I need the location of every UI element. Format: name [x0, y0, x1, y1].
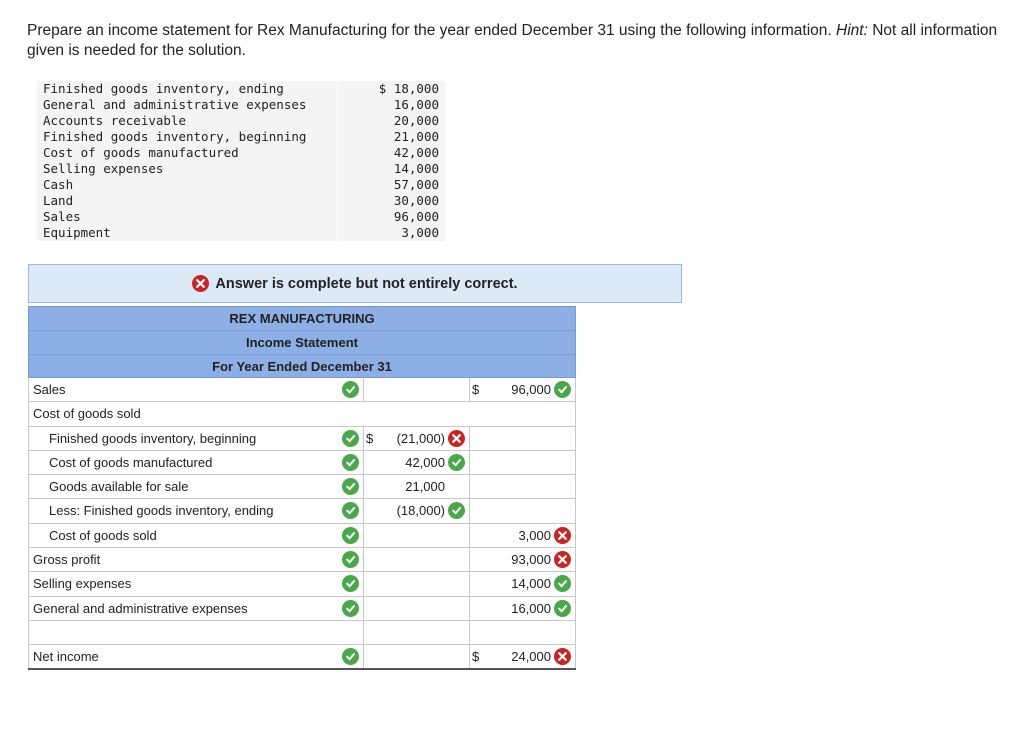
given-row [37, 177, 445, 193]
correct-check-icon [342, 648, 359, 665]
given-label: Finished goods inventory, beginning [37, 129, 337, 145]
amount-value: 96,000 [511, 382, 551, 397]
amount-input-col2[interactable] [364, 621, 470, 644]
amount-input-col2[interactable] [364, 451, 470, 474]
correct-check-icon [342, 551, 359, 568]
amount-input-col3[interactable] [470, 645, 576, 667]
amount-input-col2[interactable] [364, 572, 470, 595]
amount-computed-col2 [364, 475, 470, 498]
row-label: Selling expenses [33, 576, 132, 592]
dollar-sign: $ [472, 649, 480, 665]
amount-input-col3[interactable] [470, 524, 576, 547]
amount-input-col3[interactable] [470, 548, 576, 571]
amount-input-col3[interactable] [470, 621, 576, 644]
row-net-income [28, 645, 576, 669]
hint-label: Hint: [836, 22, 868, 39]
amount-input-col3[interactable] [470, 475, 576, 498]
dollar-sign: $ [472, 382, 480, 397]
given-row [37, 81, 445, 97]
given-amount: $ 18,000 [337, 81, 445, 97]
account-select[interactable] [28, 645, 364, 667]
amount-value: 14,000 [511, 576, 551, 592]
amount-input-col3[interactable] [470, 572, 576, 595]
account-select[interactable] [28, 572, 364, 595]
given-amount: 42,000 [337, 145, 445, 161]
row-cgm [28, 451, 576, 475]
empty-cell [471, 402, 576, 425]
given-amount: 3,000 [337, 225, 445, 241]
given-label: Cost of goods manufactured [37, 145, 337, 161]
given-row [37, 145, 445, 161]
dollar-sign: $ [366, 430, 374, 446]
amount-input-col2[interactable] [364, 427, 470, 450]
row-sales [28, 378, 576, 402]
given-amount: 96,000 [337, 209, 445, 225]
row-label: Sales [33, 382, 66, 397]
question-prompt [27, 21, 1017, 61]
amount-input-col3[interactable] [470, 451, 576, 474]
row-label: Less: Finished goods inventory, ending [49, 503, 274, 519]
row-label: Goods available for sale [49, 479, 189, 495]
account-select[interactable] [28, 524, 364, 547]
correct-check-icon [448, 502, 465, 519]
amount-value: (18,000) [396, 503, 445, 519]
empty-cell [365, 402, 471, 425]
given-information-table [37, 81, 445, 241]
incorrect-x-icon [554, 648, 571, 665]
amount-input-col3[interactable] [470, 427, 576, 450]
amount-input-col2[interactable] [364, 597, 470, 620]
correct-check-icon [554, 600, 571, 617]
account-select[interactable] [28, 378, 364, 401]
account-select[interactable] [28, 475, 364, 498]
given-label: Finished goods inventory, ending [37, 81, 337, 97]
given-amount: 16,000 [337, 97, 445, 113]
income-statement [28, 306, 576, 670]
row-selling-expenses [28, 572, 576, 596]
given-amount: 20,000 [337, 113, 445, 129]
amount-input-col3[interactable] [470, 597, 576, 620]
account-select[interactable] [28, 451, 364, 474]
given-row [37, 225, 445, 241]
row-cogs-heading [28, 402, 576, 426]
row-ga-expenses [28, 597, 576, 621]
answer-status-banner [28, 264, 682, 303]
given-label: Selling expenses [37, 161, 337, 177]
account-select[interactable] [28, 427, 364, 450]
amount-input-col2[interactable] [364, 499, 470, 522]
correct-check-icon [342, 527, 359, 544]
row-label: Cost of goods sold [33, 406, 141, 422]
amount-input-col2[interactable] [364, 378, 470, 401]
given-label: Land [37, 193, 337, 209]
row-cogs [28, 524, 576, 548]
statement-period: For Year Ended December 31 [28, 354, 576, 378]
row-fg-begin [28, 427, 576, 451]
given-label: Cash [37, 177, 337, 193]
correct-check-icon [342, 381, 359, 398]
account-select[interactable] [28, 548, 364, 571]
company-name: REX MANUFACTURING [28, 306, 576, 330]
correct-check-icon [554, 575, 571, 592]
amount-value: 93,000 [511, 552, 551, 568]
row-label: Net income [33, 649, 99, 665]
row-label: Finished goods inventory, beginning [49, 430, 257, 446]
amount-value: 42,000 [405, 454, 445, 470]
correct-check-icon [342, 454, 359, 471]
correct-check-icon [342, 430, 359, 447]
correct-check-icon [342, 478, 359, 495]
row-gross-profit [28, 548, 576, 572]
incorrect-x-icon [554, 551, 571, 568]
incorrect-x-icon [192, 275, 209, 292]
given-label: Sales [37, 209, 337, 225]
hint-text: Not all information given is needed for the solution. [27, 22, 998, 59]
row-label: General and administrative expenses [33, 600, 248, 616]
given-amount: 57,000 [337, 177, 445, 193]
given-amount: 14,000 [337, 161, 445, 177]
prompt-text: Prepare an income statement for Rex Manufacturing for the year ended December 31 using the following information. [27, 22, 832, 39]
row-empty [28, 621, 576, 645]
amount-input-col2[interactable] [364, 524, 470, 547]
account-select[interactable] [28, 621, 364, 644]
amount-input-col3[interactable] [470, 378, 576, 401]
given-row [37, 193, 445, 209]
correct-check-icon [448, 454, 465, 471]
given-row [37, 113, 445, 129]
correct-check-icon [342, 575, 359, 592]
correct-check-icon [342, 600, 359, 617]
row-label: Cost of goods manufactured [49, 454, 213, 470]
correct-check-icon [554, 381, 571, 398]
incorrect-x-icon [554, 527, 571, 544]
given-row [37, 129, 445, 145]
amount-value: 16,000 [511, 600, 551, 616]
amount-input-col3[interactable] [470, 499, 576, 522]
account-select[interactable] [28, 597, 364, 620]
given-row [37, 97, 445, 113]
row-fg-end [28, 499, 576, 523]
amount-input-col2[interactable] [364, 645, 470, 667]
row-label: Gross profit [33, 552, 101, 568]
given-label: Accounts receivable [37, 113, 337, 129]
amount-input-col2[interactable] [364, 548, 470, 571]
given-label: Equipment [37, 225, 337, 241]
correct-check-icon [342, 502, 359, 519]
amount-value: 21,000 [405, 479, 445, 495]
amount-value: 3,000 [518, 527, 551, 543]
section-label [28, 402, 365, 425]
statement-title: Income Statement [28, 330, 576, 354]
amount-value: (21,000) [396, 430, 445, 446]
given-row [37, 209, 445, 225]
banner-text: Answer is complete but not entirely correct. [215, 275, 518, 292]
given-row [37, 161, 445, 177]
row-label: Cost of goods sold [49, 527, 157, 543]
given-amount: 30,000 [337, 193, 445, 209]
incorrect-x-icon [448, 430, 465, 447]
row-goods-available [28, 475, 576, 499]
given-amount: 21,000 [337, 129, 445, 145]
account-select[interactable] [28, 499, 364, 522]
amount-value: 24,000 [511, 649, 551, 665]
given-label: General and administrative expenses [37, 97, 337, 113]
